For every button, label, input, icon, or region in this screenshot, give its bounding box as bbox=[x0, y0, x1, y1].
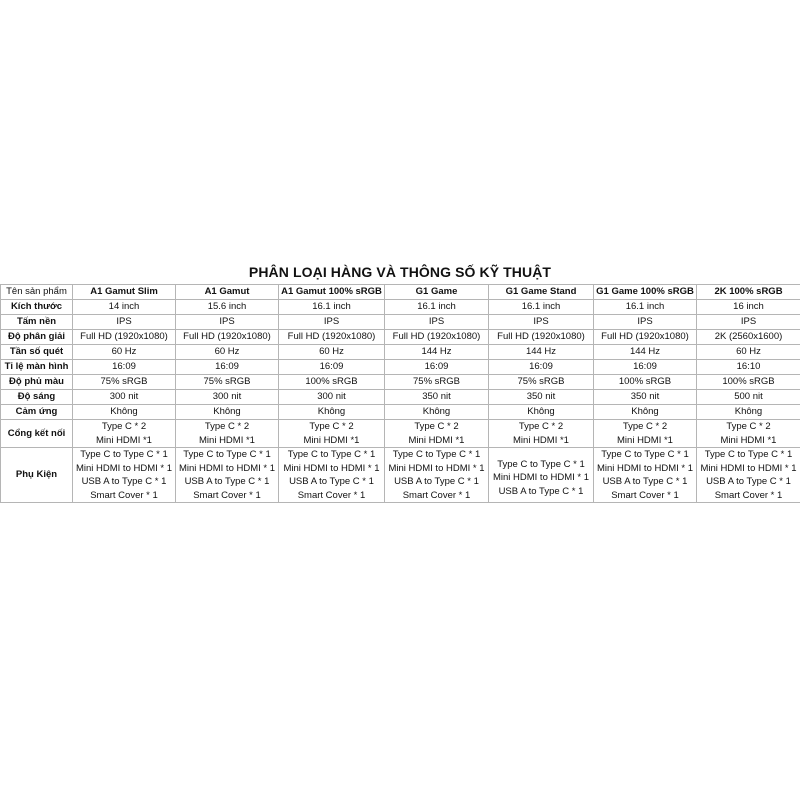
spec-value: Không bbox=[594, 405, 697, 420]
port-item: Type C * 2 bbox=[414, 421, 459, 432]
accessory-item: Smart Cover * 1 bbox=[90, 489, 158, 501]
accessories-row bbox=[1, 448, 800, 503]
ports-cell bbox=[176, 420, 279, 448]
port-item: Type C * 2 bbox=[518, 421, 564, 432]
product-name: G1 Game 100% sRGB bbox=[594, 285, 697, 300]
ports-row bbox=[1, 420, 800, 448]
port-item: Mini HDMI *1 bbox=[513, 434, 569, 446]
accessories-cell bbox=[73, 448, 176, 503]
accessory-item: Smart Cover * 1 bbox=[297, 489, 366, 501]
accessory-item: Smart Cover * 1 bbox=[611, 489, 679, 501]
accessory-item: Mini HDMI to HDMI * 1 bbox=[178, 462, 276, 474]
accessory-item: USB A to Type C * 1 bbox=[498, 485, 584, 497]
accessory-item: Smart Cover * 1 bbox=[193, 489, 261, 501]
accessory-item: Type C to Type C * 1 bbox=[287, 449, 376, 460]
spec-value: 144 Hz bbox=[594, 345, 697, 360]
spec-value: 16.1 inch bbox=[594, 300, 697, 315]
accessory-item: Mini HDMI to HDMI * 1 bbox=[388, 462, 485, 474]
spec-value: IPS bbox=[73, 315, 176, 330]
spec-value: 16 inch bbox=[697, 300, 800, 315]
port-item: Mini HDMI *1 bbox=[720, 434, 777, 446]
spec-row bbox=[1, 315, 800, 330]
page-title: PHÂN LOẠI HÀNG VÀ THÔNG SỐ KỸ THUẬT bbox=[248, 264, 552, 280]
spec-row bbox=[1, 300, 800, 315]
ports-cell bbox=[489, 420, 594, 448]
accessory-item: Mini HDMI to HDMI * 1 bbox=[700, 462, 797, 474]
spec-row bbox=[1, 375, 800, 390]
accessory-item: Smart Cover * 1 bbox=[402, 489, 471, 501]
accessory-item: USB A to Type C * 1 bbox=[289, 476, 374, 487]
accessory-item: USB A to Type C * 1 bbox=[81, 476, 167, 487]
spec-value: 144 Hz bbox=[385, 345, 489, 360]
spec-value: Không bbox=[73, 405, 176, 420]
spec-row bbox=[1, 390, 800, 405]
product-name: A1 Gamut Slim bbox=[73, 285, 176, 300]
spec-value: 300 nit bbox=[176, 390, 279, 405]
port-item: Type C * 2 bbox=[726, 421, 771, 432]
spec-value: 16:09 bbox=[176, 360, 279, 375]
spec-value: 14 inch bbox=[73, 300, 176, 315]
spec-value: 16:09 bbox=[594, 360, 697, 375]
product-name: A1 Gamut bbox=[176, 285, 279, 300]
product-name: A1 Gamut 100% sRGB bbox=[279, 285, 385, 300]
spec-value: 2K (2560x1600) bbox=[697, 330, 800, 345]
spec-value: 16.1 inch bbox=[489, 300, 594, 315]
row-label: Cảm ứng bbox=[1, 405, 73, 420]
spec-value: IPS bbox=[594, 315, 697, 330]
row-label: Tần số quét bbox=[1, 345, 73, 360]
spec-value: 15.6 inch bbox=[176, 300, 279, 315]
accessories-cell bbox=[697, 448, 800, 503]
port-item: Mini HDMI *1 bbox=[408, 434, 465, 446]
ports-cell bbox=[385, 420, 489, 448]
spec-row bbox=[1, 360, 800, 375]
spec-value: Full HD (1920x1080) bbox=[73, 330, 176, 345]
ports-cell bbox=[594, 420, 697, 448]
spec-value: IPS bbox=[697, 315, 800, 330]
header-row bbox=[1, 285, 800, 300]
spec-value: 100% sRGB bbox=[279, 375, 385, 390]
accessory-item: USB A to Type C * 1 bbox=[394, 476, 479, 487]
spec-value: Không bbox=[385, 405, 489, 420]
spec-value: Không bbox=[697, 405, 800, 420]
accessories-cell bbox=[279, 448, 385, 503]
spec-value: 75% sRGB bbox=[385, 375, 489, 390]
spec-value: 16:09 bbox=[279, 360, 385, 375]
spec-row bbox=[1, 330, 800, 345]
spec-value: 16.1 inch bbox=[279, 300, 385, 315]
spec-value: Full HD (1920x1080) bbox=[594, 330, 697, 345]
spec-value: 60 Hz bbox=[279, 345, 385, 360]
accessory-item: Type C to Type C * 1 bbox=[80, 449, 168, 460]
accessory-item: Smart Cover * 1 bbox=[714, 489, 783, 501]
spec-value: 16:09 bbox=[385, 360, 489, 375]
accessory-item: USB A to Type C * 1 bbox=[184, 476, 270, 487]
port-item: Mini HDMI *1 bbox=[96, 434, 152, 446]
row-label: Cổng kết nối bbox=[1, 420, 73, 448]
spec-value: 75% sRGB bbox=[176, 375, 279, 390]
spec-value: 350 nit bbox=[385, 390, 489, 405]
product-name: G1 Game Stand bbox=[489, 285, 594, 300]
row-label: Độ sáng bbox=[1, 390, 73, 405]
product-name: G1 Game bbox=[385, 285, 489, 300]
row-label: Độ phủ màu bbox=[1, 375, 73, 390]
spec-value: 350 nit bbox=[594, 390, 697, 405]
port-item: Type C * 2 bbox=[204, 421, 250, 432]
spec-value: IPS bbox=[385, 315, 489, 330]
ports-cell bbox=[697, 420, 800, 448]
spec-value: 75% sRGB bbox=[73, 375, 176, 390]
spec-value: 300 nit bbox=[73, 390, 176, 405]
accessories-cell bbox=[594, 448, 697, 503]
accessories-cell bbox=[176, 448, 279, 503]
spec-value: Full HD (1920x1080) bbox=[176, 330, 279, 345]
accessory-item: Mini HDMI to HDMI * 1 bbox=[596, 462, 694, 474]
accessory-item: USB A to Type C * 1 bbox=[602, 476, 688, 487]
header-label: Tên sản phẩm bbox=[1, 285, 73, 300]
product-name: 2K 100% sRGB bbox=[697, 285, 800, 300]
row-label: Kích thước bbox=[1, 300, 73, 315]
row-label: Tỉ lệ màn hình bbox=[1, 360, 73, 375]
spec-value: 300 nit bbox=[279, 390, 385, 405]
spec-row bbox=[1, 345, 800, 360]
row-label: Tấm nền bbox=[1, 315, 73, 330]
spec-value: IPS bbox=[279, 315, 385, 330]
spec-value: 500 nit bbox=[697, 390, 800, 405]
port-item: Type C * 2 bbox=[101, 421, 147, 432]
spec-value: 75% sRGB bbox=[489, 375, 594, 390]
spec-value: IPS bbox=[489, 315, 594, 330]
spec-table bbox=[0, 284, 800, 503]
spec-value: 16:10 bbox=[697, 360, 800, 375]
accessories-cell bbox=[385, 448, 489, 503]
spec-value: 16:09 bbox=[489, 360, 594, 375]
accessory-item: USB A to Type C * 1 bbox=[706, 476, 791, 487]
spec-value: 16.1 inch bbox=[385, 300, 489, 315]
spec-row bbox=[1, 405, 800, 420]
accessory-item: Mini HDMI to HDMI * 1 bbox=[492, 472, 590, 484]
port-item: Type C * 2 bbox=[622, 421, 668, 432]
accessory-item: Type C to Type C * 1 bbox=[183, 449, 271, 460]
spec-value: 350 nit bbox=[489, 390, 594, 405]
accessory-item: Mini HDMI to HDMI * 1 bbox=[75, 462, 173, 474]
accessories-cell bbox=[489, 448, 594, 503]
spec-value: Full HD (1920x1080) bbox=[279, 330, 385, 345]
spec-value: 144 Hz bbox=[489, 345, 594, 360]
spec-value: Full HD (1920x1080) bbox=[385, 330, 489, 345]
accessory-item: Mini HDMI to HDMI * 1 bbox=[283, 462, 380, 474]
ports-cell bbox=[73, 420, 176, 448]
accessory-item: Type C to Type C * 1 bbox=[497, 458, 585, 470]
spec-value: Không bbox=[279, 405, 385, 420]
spec-value: 100% sRGB bbox=[594, 375, 697, 390]
port-item: Mini HDMI *1 bbox=[303, 434, 360, 446]
ports-cell bbox=[279, 420, 385, 448]
spec-value: Không bbox=[489, 405, 594, 420]
accessory-item: Type C to Type C * 1 bbox=[704, 449, 793, 460]
spec-value: Full HD (1920x1080) bbox=[489, 330, 594, 345]
spec-value: 100% sRGB bbox=[697, 375, 800, 390]
accessory-item: Type C to Type C * 1 bbox=[601, 449, 689, 460]
spec-value: Không bbox=[176, 405, 279, 420]
spec-value: IPS bbox=[176, 315, 279, 330]
spec-value: 60 Hz bbox=[73, 345, 176, 360]
spec-value: 60 Hz bbox=[176, 345, 279, 360]
spec-value: 16:09 bbox=[73, 360, 176, 375]
port-item: Mini HDMI *1 bbox=[199, 434, 255, 446]
row-label: Phụ Kiện bbox=[1, 448, 73, 503]
row-label: Độ phân giải bbox=[1, 330, 73, 345]
port-item: Type C * 2 bbox=[309, 421, 354, 432]
spec-value: 60 Hz bbox=[697, 345, 800, 360]
port-item: Mini HDMI *1 bbox=[617, 434, 673, 446]
accessory-item: Type C to Type C * 1 bbox=[392, 449, 481, 460]
